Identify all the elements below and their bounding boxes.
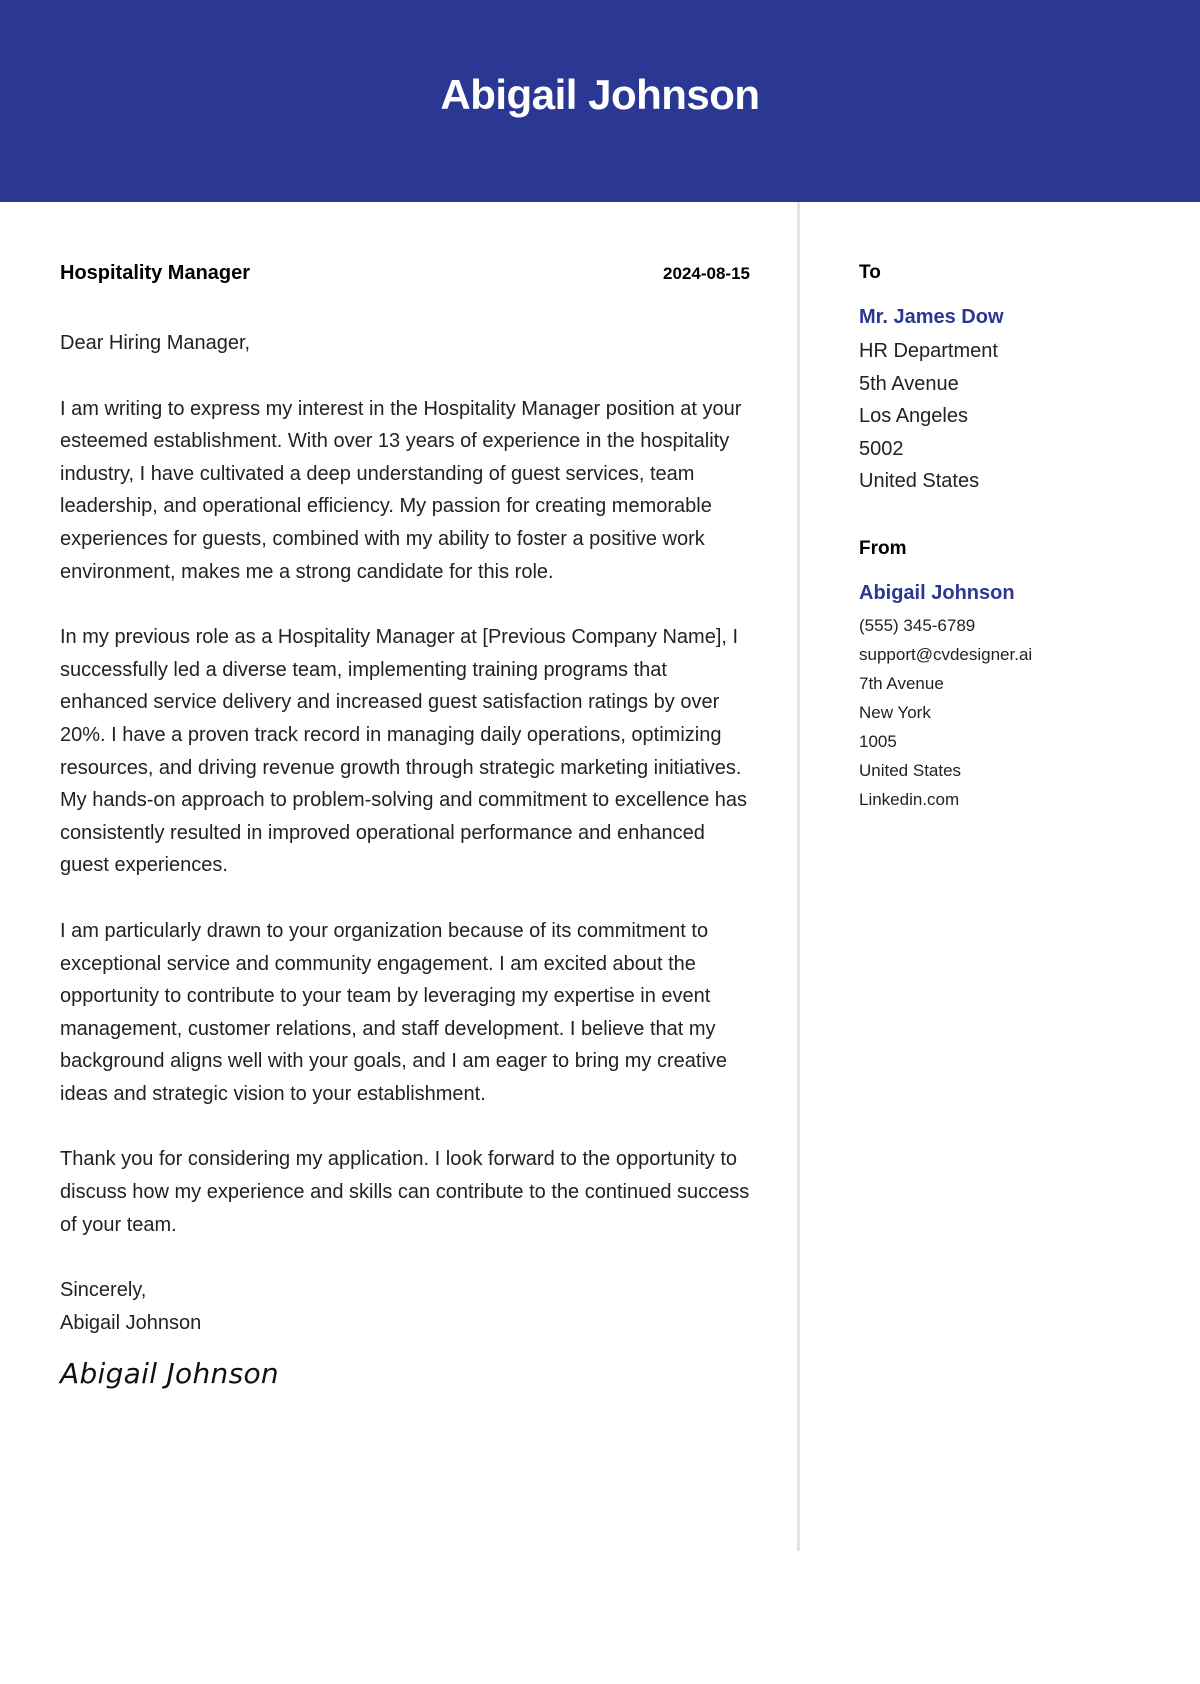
sender-name: Abigail Johnson [859, 581, 1015, 604]
paragraph-1: I am writing to express my interest in the Hospitality Manager position at your esteemed establishment. With over 13 years of experience in the hospitality industry, I have cultivated a deep understanding of guest services, team leadership, and operational efficiency. My passion for creating memorable experiences for guests, combined with my ability to foster a positive work environment, makes me a strong candidate for this role. [60, 397, 742, 583]
sender-street: 7th Avenue [859, 673, 944, 693]
column-divider [797, 202, 800, 1551]
contact-sidebar [859, 262, 1179, 814]
sender-website: Linkedin.com [859, 789, 960, 809]
recipient-block [859, 262, 1179, 498]
closing: Sincerely, [60, 1279, 147, 1302]
sender-email: support@cvdesigner.ai [859, 644, 1033, 664]
paragraph-3: I am particularly drawn to your organization because of its commitment to exceptional service and community engagement. I am excited about the opportunity to contribute to your team by leveraging my expertise in event management, customer relations, and staff development. I believe that my background aligns well with your goals, and I am eager to bring my creative ideas and strategic vision to your establishment. [60, 919, 728, 1105]
sender-city: New York [859, 702, 931, 722]
applicant-name: Abigail Johnson [440, 71, 760, 118]
letter-text [60, 327, 750, 1339]
sender-block [859, 538, 1179, 814]
from-heading: From [859, 537, 907, 559]
job-title: Hospitality Manager [60, 262, 251, 284]
signature: Abigail Johnson [60, 1357, 279, 1391]
letter-meta [60, 262, 750, 285]
paragraph-4: Thank you for considering my application. I look forward to the opportunity to discuss how my experience and skills can contribute to the continued success of your team. [60, 1148, 750, 1236]
letter-date: 2024-08-15 [663, 264, 750, 283]
recipient-city: Los Angeles [859, 405, 968, 428]
closing-name: Abigail Johnson [60, 1311, 202, 1334]
paragraph-2: In my previous role as a Hospitality Manager at [Previous Company Name], I successfully led a diverse team, implementing training programs that enhanced service delivery and increased guest satisfaction ratings by over 20%. I have a proven track record in managing daily operations, optimizing resources, and driving revenue growth through strategic marketing initiatives. My hands-on approach to problem-solving and commitment to excellence has consistently resulted in improved operational performance and enhanced guest experiences. [60, 626, 748, 877]
to-heading: To [859, 262, 881, 283]
sender-phone: (555) 345-6789 [859, 615, 976, 635]
recipient-department: HR Department [859, 340, 998, 362]
recipient-country: United States [859, 470, 980, 493]
header-banner [0, 0, 1200, 202]
recipient-name: Mr. James Dow [859, 306, 1004, 328]
sender-country: United States [859, 760, 962, 780]
recipient-street: 5th Avenue [859, 372, 959, 395]
salutation: Dear Hiring Manager, [60, 332, 251, 354]
recipient-zip: 5002 [859, 437, 904, 460]
sender-zip: 1005 [859, 731, 897, 751]
letter-body [60, 262, 750, 1390]
